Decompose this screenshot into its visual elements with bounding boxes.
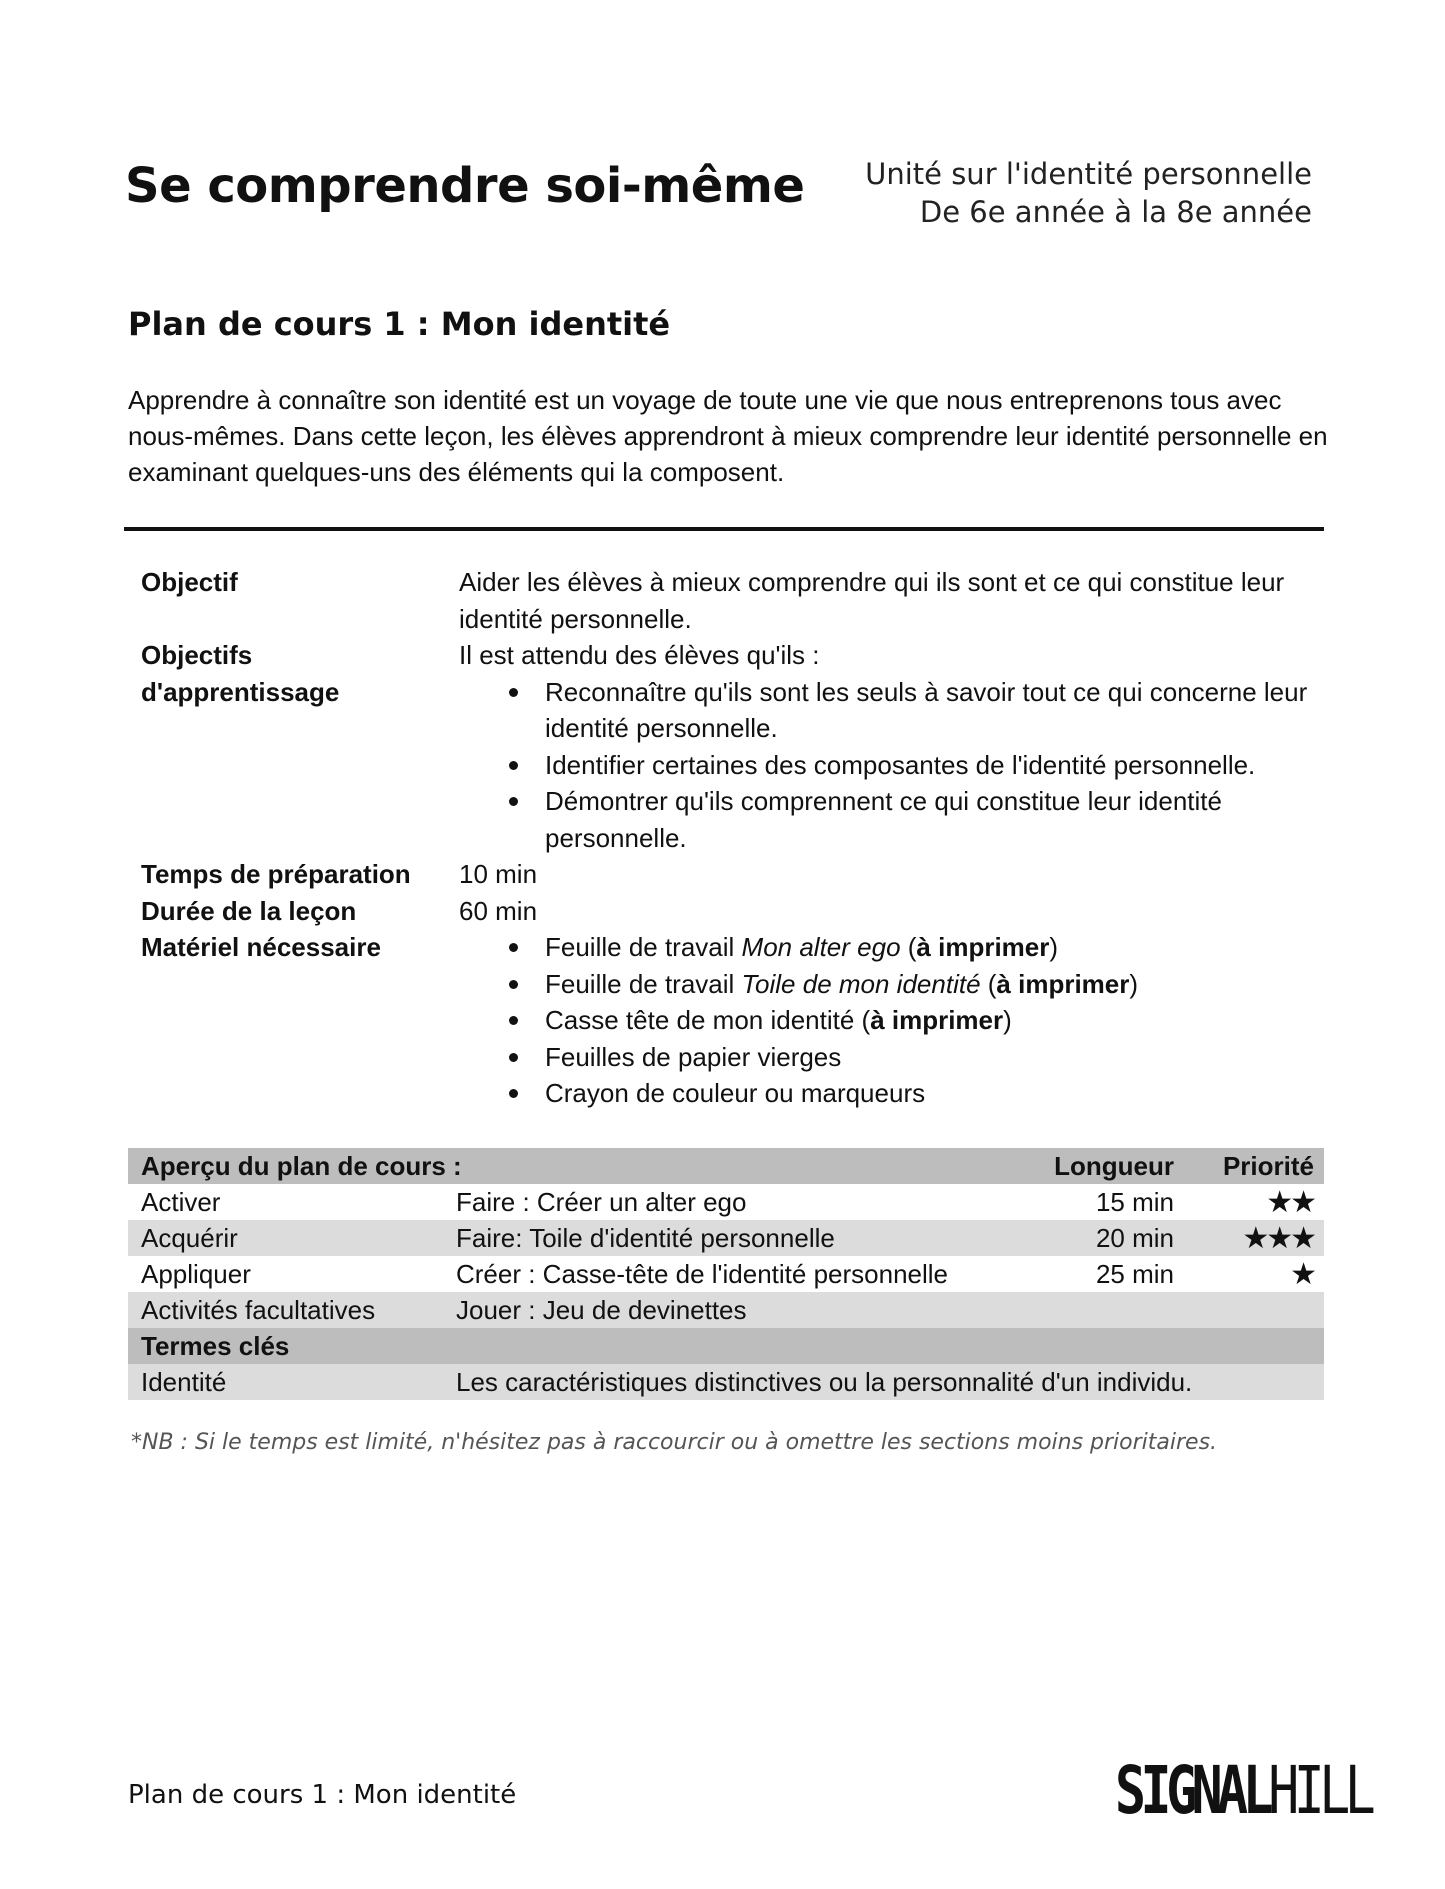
- phase-cell: Activer: [141, 1186, 221, 1217]
- table-row: [128, 1292, 1324, 1328]
- length-cell: 15 min: [1095, 1186, 1174, 1217]
- priority-stars: [1202, 1292, 1324, 1328]
- objective-value: Aider les élèves à mieux comprendre qui ils sont et ce qui constitue leur identité personnelle.: [459, 567, 1285, 634]
- activity-cell: Faire: Toile d'identité personnelle: [456, 1222, 835, 1253]
- phase-cell: Acquérir: [141, 1222, 238, 1253]
- list-item: [499, 929, 1321, 966]
- logo-part-signal: SIGNAL: [1115, 1752, 1269, 1829]
- unit-info: [865, 155, 1312, 231]
- overview-header: Aperçu du plan de cours :: [141, 1150, 462, 1181]
- objective-label: Objectif: [141, 567, 238, 597]
- table-header-row: [128, 1148, 1324, 1184]
- lesson-heading: Plan de cours 1 : Mon identité: [128, 305, 671, 343]
- key-term-definition: Les caractéristiques distinctives ou la personnalité d'un individu.: [456, 1366, 1193, 1397]
- length-cell: [1016, 1292, 1202, 1328]
- materials-row: [141, 929, 1321, 1112]
- lesson-details: [141, 564, 1321, 1112]
- activity-cell: Jouer : Jeu de devinettes: [456, 1294, 747, 1325]
- material-title: Toile de mon identité: [741, 968, 981, 999]
- learning-label-line-2: d'apprentissage: [141, 676, 340, 707]
- prep-time-label: Temps de préparation: [141, 859, 411, 889]
- document-title: Se comprendre soi-même: [125, 158, 805, 214]
- learning-label-line-1: Objectifs: [141, 640, 253, 670]
- footer-lesson-title: Plan de cours 1 : Mon identité: [128, 1780, 517, 1810]
- priority-header: Priorité: [1222, 1150, 1314, 1181]
- objective-row: [141, 564, 1321, 637]
- grade-range: De 6e année à la 8e année: [919, 195, 1312, 229]
- duration-row: [141, 893, 1321, 930]
- key-terms-header: Termes clés: [141, 1330, 290, 1361]
- phase-cell: Appliquer: [141, 1258, 251, 1289]
- section-divider: [124, 527, 1324, 531]
- logo-part-hill: HILL: [1268, 1752, 1371, 1829]
- list-item: [499, 966, 1321, 1003]
- activity-cell: Créer : Casse-tête de l'identité personnelle: [456, 1258, 949, 1289]
- material-paren: ): [1129, 968, 1139, 999]
- list-item: Crayon de couleur ou marqueurs: [499, 1075, 1321, 1112]
- learning-objectives-label: [141, 637, 459, 856]
- materials-label: Matériel nécessaire: [141, 932, 381, 962]
- learning-objectives-row: [141, 637, 1321, 856]
- table-row: [128, 1184, 1324, 1220]
- material-text: Feuille de travail: [545, 968, 742, 999]
- list-item: Feuilles de papier vierges: [499, 1039, 1321, 1076]
- key-term-cell: Identité: [141, 1366, 227, 1397]
- lesson-overview-table: [128, 1148, 1324, 1400]
- list-item: Démontrer qu'ils comprennent ce qui constitue leur identité personnelle.: [499, 783, 1321, 856]
- material-text: Casse tête de mon identité (: [545, 1005, 871, 1035]
- materials-list: [459, 929, 1321, 1112]
- print-note: à imprimer: [870, 1005, 1004, 1035]
- prep-time-row: [141, 856, 1321, 893]
- learning-objectives-value: [459, 637, 1321, 856]
- duration-value: 60 min: [459, 895, 538, 926]
- material-paren: (: [900, 932, 917, 962]
- lesson-intro: Apprendre à connaître son identité est un voyage de toute une vie que nous entreprenons tous avec nous-mêmes. Dans cette leçon, les élèves apprendront à mieux comprendre leur identité personnelle en examinant quelques-uns des éléments qui la composent.: [128, 385, 1328, 487]
- material-paren: ): [1003, 1005, 1012, 1035]
- key-terms-header-row: [128, 1328, 1324, 1364]
- table-row: [128, 1256, 1324, 1292]
- material-text: Feuille de travail: [545, 932, 742, 962]
- list-item: Identifier certaines des composantes de l'identité personnelle.: [499, 747, 1321, 784]
- learning-list: [459, 674, 1321, 857]
- material-paren: ): [1049, 932, 1059, 962]
- priority-stars: ★: [1290, 1257, 1314, 1291]
- length-cell: 25 min: [1095, 1258, 1174, 1289]
- table-row: [128, 1220, 1324, 1256]
- footnote: *NB : Si le temps est limité, n'hésitez pas à raccourcir ou à omettre les sections moins prioritaires.: [131, 1430, 1218, 1455]
- activity-cell: Faire : Créer un alter ego: [456, 1186, 747, 1217]
- priority-stars: ★★★: [1242, 1221, 1314, 1255]
- length-cell: 20 min: [1095, 1222, 1174, 1253]
- prep-time-value: 10 min: [459, 859, 538, 889]
- priority-stars: ★★: [1266, 1185, 1314, 1219]
- list-item: [499, 1002, 1321, 1039]
- material-title: Mon alter ego: [741, 932, 901, 962]
- duration-label: Durée de la leçon: [141, 895, 357, 926]
- table-row: [128, 1364, 1324, 1400]
- materials-value: [459, 929, 1321, 1112]
- print-note: à imprimer: [996, 968, 1130, 999]
- list-item: Reconnaître qu'ils sont les seuls à savoir tout ce qui concerne leur identité personnelle.: [499, 674, 1321, 747]
- phase-cell: Activités facultatives: [141, 1294, 376, 1325]
- material-paren: (: [980, 968, 997, 999]
- print-note: à imprimer: [916, 932, 1050, 962]
- unit-name: Unité sur l'identité personnelle: [865, 157, 1312, 191]
- signalhill-logo: [1115, 1752, 1371, 1829]
- length-header: Longueur: [1054, 1150, 1174, 1181]
- learning-intro: Il est attendu des élèves qu'ils :: [459, 640, 820, 670]
